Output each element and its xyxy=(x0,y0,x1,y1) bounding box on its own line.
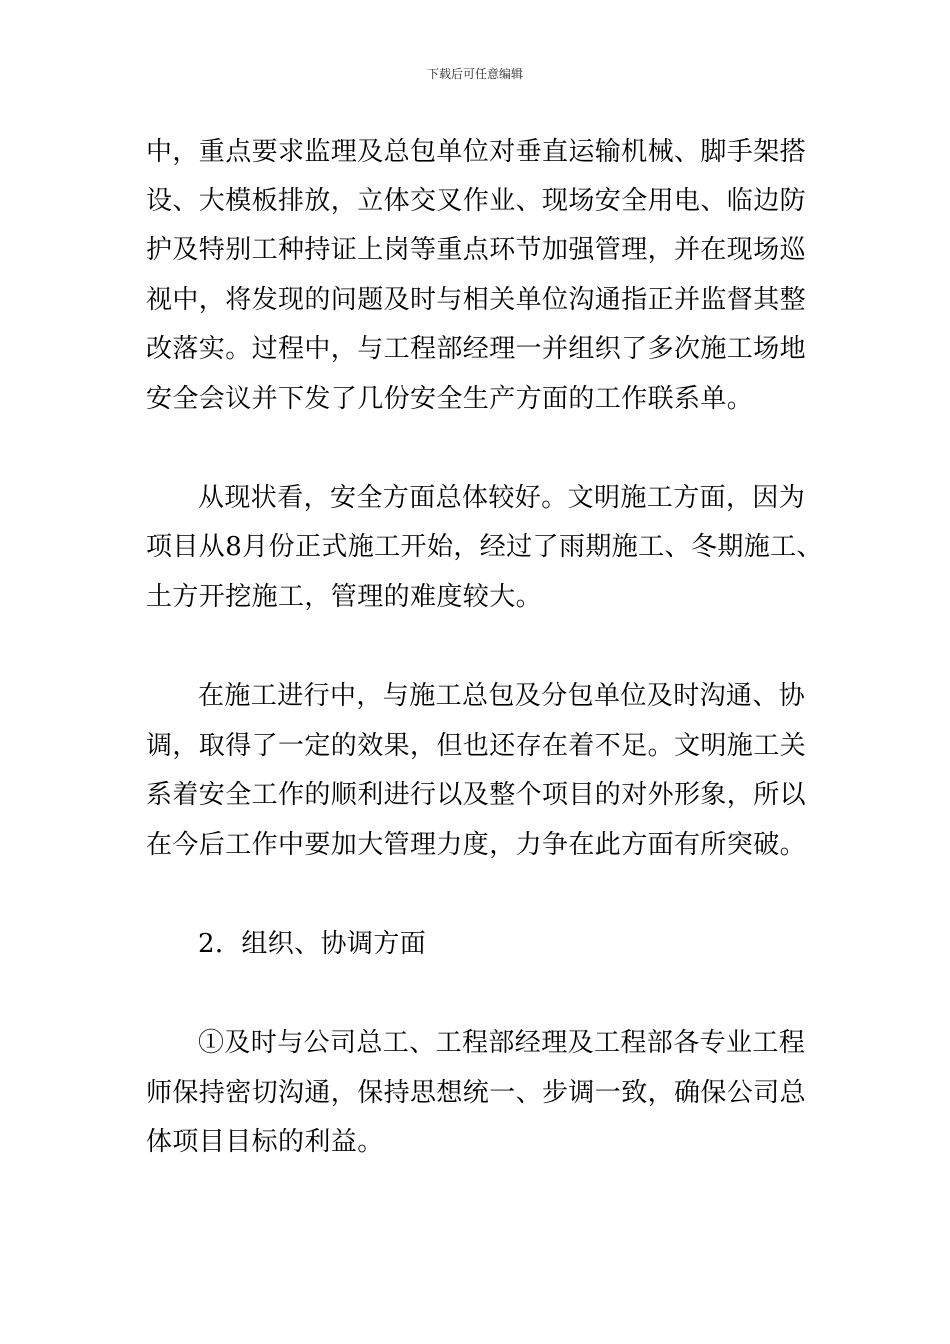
text-line: 安全会议并下发了几份安全生产方面的工作联系单。 xyxy=(146,384,754,414)
text-line: ①及时与公司总工、工程部经理及工程部各专业工程 xyxy=(198,1028,806,1058)
text-line: 体项目目标的利益。 xyxy=(146,1127,384,1157)
text-line: 从现状看，安全方面总体较好。文明施工方面，因为 xyxy=(198,483,806,513)
text-line: 设、大模板排放，立体交叉作业、现场安全用电、临边防 xyxy=(146,186,807,216)
text-line: 项目从8月份正式施工开始，经过了雨期施工、冬期施工、 xyxy=(146,532,823,562)
text-line: 调，取得了一定的效果，但也还存在着不足。文明施工关 xyxy=(146,731,807,761)
text-line: 系着安全工作的顺利进行以及整个项目的对外形象，所以 xyxy=(146,780,807,810)
page-header-note: 下载后可任意编辑 xyxy=(426,67,523,81)
text-line: 土方开挖施工，管理的难度较大。 xyxy=(146,582,543,612)
text-line: 改落实。过程中，与工程部经理一并组织了多次施工场地 xyxy=(146,334,807,364)
text-line: 在施工进行中，与施工总包及分包单位及时沟通、协 xyxy=(198,681,806,711)
text-line: 师保持密切沟通，保持思想统一、步调一致，确保公司总 xyxy=(146,1078,807,1108)
text-line: 视中，将发现的问题及时与相关单位沟通指正并监督其整 xyxy=(146,285,807,315)
section-heading: 2．组织、协调方面 xyxy=(198,929,427,959)
text-line: 在今后工作中要加大管理力度，力争在此方面有所突破。 xyxy=(146,830,807,860)
text-line: 中，重点要求监理及总包单位对垂直运输机械、脚手架搭 xyxy=(146,137,807,167)
text-line: 护及特别工种持证上岗等重点环节加强管理，并在现场巡 xyxy=(146,235,807,265)
